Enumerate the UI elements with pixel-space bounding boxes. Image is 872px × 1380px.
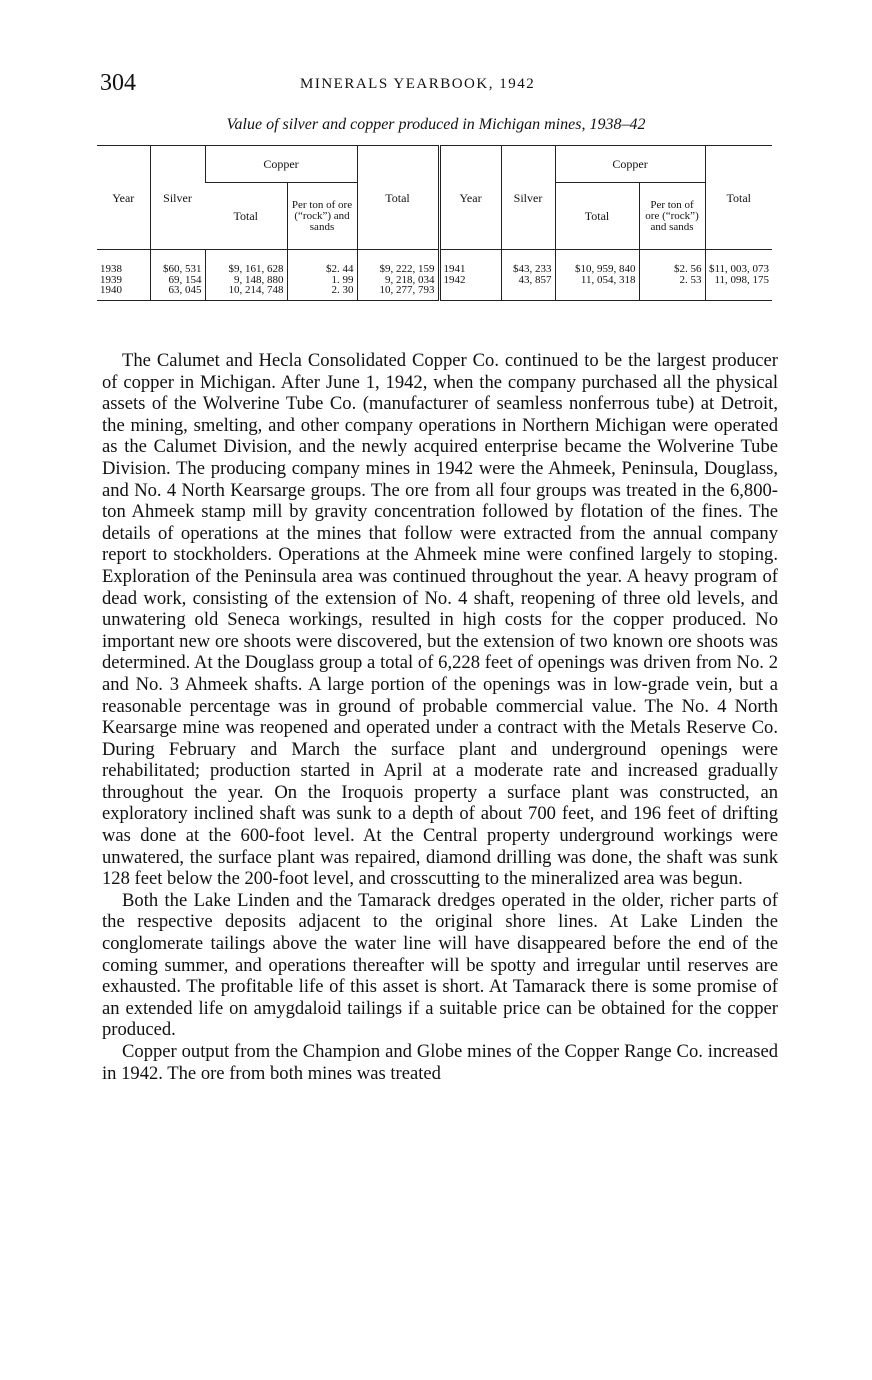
header-total-left: Total xyxy=(357,146,439,250)
table-row xyxy=(97,250,772,301)
header-copper-total-right: Total xyxy=(555,183,639,250)
copper-total-cell: 10, 214, 748 xyxy=(228,284,284,296)
table-caption: Value of silver and copper produced in Michigan mines, 1938–42 xyxy=(226,116,646,133)
year-cell: 1939 xyxy=(100,273,122,286)
production-table-container xyxy=(97,145,772,301)
total-cell: 10, 277, 793 xyxy=(379,284,435,296)
paragraph-copper-range: Copper output from the Champion and Globe mines of the Copper Range Co. increased in 1942. The ore from both mines was treated xyxy=(102,1041,778,1084)
page-header xyxy=(100,70,780,100)
years-left xyxy=(97,250,150,301)
copper-total-left xyxy=(205,250,287,301)
header-copper-right: Copper xyxy=(555,146,705,183)
body-text xyxy=(102,350,778,1084)
production-table xyxy=(97,145,772,301)
years-right xyxy=(439,250,501,301)
silver-left xyxy=(150,250,205,301)
per-ton-cell: $2. 56 xyxy=(674,263,702,275)
total-left xyxy=(357,250,439,301)
header-per-ton-right: Per ton of ore (“rock”) and sands xyxy=(639,183,705,250)
paragraph-dredges: Both the Lake Linden and the Tamarack dredges operated in the older, richer parts of the respective deposits adjacent to the original shore lines. At Lake Linden the conglomerate tailings above the water line will have disappeared before the end of the coming summer, and operations thereafter will be spotty and irregular until reserves are exhausted. The profitable life of this asset is short. At Tamarack there is some promise of an extended life on amygdaloid tailings if a suitable price can be obtained for the copper produced. xyxy=(102,889,778,1041)
total-right xyxy=(705,250,772,301)
silver-cell: 69, 154 xyxy=(168,273,202,286)
year-cell: 1938 xyxy=(100,263,122,275)
per-ton-left xyxy=(287,250,357,301)
total-cell: $11, 003, 073 xyxy=(708,263,770,275)
header-copper-left: Copper xyxy=(205,146,357,183)
header-silver-left: Silver xyxy=(150,146,205,250)
total-cell: 9, 218, 034 xyxy=(385,273,435,286)
per-ton-cell: 2. 53 xyxy=(679,273,702,286)
running-title: MINERALS YEARBOOK, 1942 xyxy=(300,76,536,92)
header-year-right: Year xyxy=(439,146,501,250)
header-year-left: Year xyxy=(97,146,150,250)
copper-total-cell: 9, 148, 880 xyxy=(234,273,284,286)
silver-cell: $43, 233 xyxy=(513,263,552,275)
silver-right xyxy=(501,250,555,301)
per-ton-right xyxy=(639,250,705,301)
header-silver-right: Silver xyxy=(501,146,555,250)
header-per-ton-left: Per ton of ore (“rock”) and sands xyxy=(287,183,357,250)
copper-total-cell: 11, 054, 318 xyxy=(580,273,636,286)
per-ton-cell: $2. 44 xyxy=(326,263,354,275)
header-total-right: Total xyxy=(705,146,772,250)
paragraph-calumet-hecla: The Calumet and Hecla Consolidated Copper Co. continued to be the largest producer of copper in Michigan. After June 1, 1942, when the company purchased all the physical assets of the Wolverine Tube Co. (manufacturer of seamless nonferrous tube) at Detroit, the mining, smelting, and other company operations in Northern Michigan were operated as the Calumet Division, and the newly acquired enterprise became the Wolverine Tube Division. The producing company mines in 1942 were the Ahmeek, Peninsula, Douglass, and No. 4 North Kearsarge groups. The ore from all four groups was treated in the 6,800-ton Ahmeek stamp mill by gravity concentration followed by flotation of the fines. The details of operations at the mines that follow were extracted from the annual company report to stockholders. Operations at the Ahmeek mine were confined largely to stoping. Exploration of the Peninsula area was continued throughout the year. A heavy program of dead work, consisting of the extension of No. 4 shaft, reopening of three old levels, and unwatering old Seneca workings, resulted in high costs for the copper produced. No important new ore shoots were discovered, but the extension of two known ore shoots was determined. At the Douglass group a total of 6,228 feet of openings was driven from No. 2 and No. 3 Ahmeek shafts. A large portion of the openings was in low-grade vein, but a reasonable percentage was in ground of probable commercial value. The No. 4 North Kearsarge mine was reopened and operated under a contract with the Metals Reserve Co. During February and March the surface plant and underground openings were rehabilitated; production started in April at a moderate rate and increased gradually throughout the year. On the Iroquois property a surface plant was constructed, an exploratory inclined shaft was sunk to a depth of about 700 feet, and 196 feet of drifting was done at the 600-foot level. At the Central property underground workings were unwatered, the surface plant was repaired, diamond drilling was done, the shaft was sunk 128 feet below the 200-foot level, and crosscutting to the mineralized area was begun. xyxy=(102,350,778,890)
silver-cell: 43, 857 xyxy=(518,273,552,286)
copper-total-cell: $9, 161, 628 xyxy=(228,263,284,275)
per-ton-cell: 2. 30 xyxy=(331,284,354,296)
year-cell: 1940 xyxy=(100,284,122,296)
year-cell: 1941 xyxy=(443,263,466,275)
silver-cell: $60, 531 xyxy=(163,263,202,275)
copper-total-right xyxy=(555,250,639,301)
per-ton-cell: 1. 99 xyxy=(331,273,354,286)
header-copper-total-left: Total xyxy=(205,183,287,250)
total-cell: $9, 222, 159 xyxy=(379,263,435,275)
copper-total-cell: $10, 959, 840 xyxy=(575,263,636,275)
total-cell: 11, 098, 175 xyxy=(714,273,770,286)
page-number: 304 xyxy=(100,70,136,96)
year-cell: 1942 xyxy=(443,273,466,286)
silver-cell: 63, 045 xyxy=(168,284,202,296)
